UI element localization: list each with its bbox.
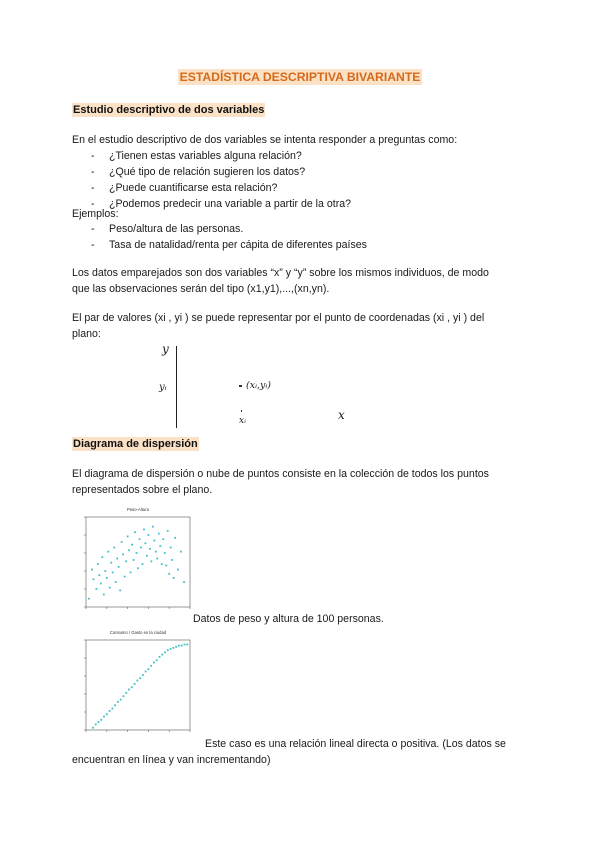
section-heading-diagrama: Diagrama de dispersión [73, 438, 198, 450]
section-heading-estudio: Estudio descriptivo de dos variables [73, 104, 265, 116]
data-point [170, 648, 172, 650]
data-point [175, 646, 177, 648]
data-point [156, 659, 158, 661]
data-point [111, 708, 113, 710]
scatter-chart-linear [72, 628, 197, 746]
data-point [100, 583, 102, 585]
data-point [148, 534, 150, 536]
scatter-chart-2-svg [72, 628, 197, 746]
list-item: - Peso/altura de las personas. [91, 221, 367, 237]
data-point [142, 563, 144, 565]
point-marker [239, 385, 242, 387]
plot-frame [86, 640, 190, 730]
data-point [172, 647, 174, 649]
data-point [100, 719, 102, 721]
data-point [97, 563, 99, 565]
data-point [98, 574, 100, 576]
scatter-paragraph: El diagrama de dispersión o nube de puntos consiste en la colección de todos los puntos representados sobre el plano. [72, 468, 489, 496]
xi-label: xᵢ [239, 416, 246, 426]
data-point [106, 713, 108, 715]
data-point [156, 558, 158, 560]
scatter-chart-1-svg [72, 505, 197, 623]
coordinate-diagram [150, 340, 370, 430]
data-point [142, 674, 144, 676]
data-point [178, 645, 180, 647]
data-point [106, 577, 108, 579]
data-point [117, 701, 119, 703]
data-point [137, 567, 139, 569]
chart2-caption-line1: Este caso es una relación lineal directa o positiva. (Los datos se [205, 738, 506, 750]
data-point [114, 704, 116, 706]
data-point [167, 649, 169, 651]
data-point [161, 563, 163, 565]
data-point [161, 654, 163, 656]
data-point [171, 559, 173, 561]
data-point [174, 537, 176, 539]
data-point [145, 542, 147, 544]
data-point [120, 699, 122, 701]
data-point [162, 538, 164, 540]
data-point [140, 547, 142, 549]
data-point [130, 571, 132, 573]
chart-title: Consumo / Gasto en la ciudad [109, 630, 167, 635]
pair-values-paragraph: El par de valores (xi , yi ) se puede representar por el punto de coordenadas (xi , yi ) del plano: [72, 312, 485, 340]
page-title: ESTADÍSTICA DESCRIPTIVA BIVARIANTE [179, 70, 421, 84]
data-point [123, 695, 125, 697]
point-label: (xᵢ,yᵢ) [246, 380, 271, 391]
data-point [91, 569, 93, 571]
data-point [136, 552, 138, 554]
data-point [168, 573, 170, 575]
data-point [101, 556, 103, 558]
data-point [92, 727, 94, 729]
data-point [96, 588, 98, 590]
data-point [150, 560, 152, 562]
data-point [121, 541, 123, 543]
data-point [124, 576, 126, 578]
data-point [155, 551, 157, 553]
data-point [159, 545, 161, 547]
list-item: - ¿Tienen estas variables alguna relación? [91, 148, 351, 164]
data-point [150, 665, 152, 667]
data-point [167, 530, 169, 532]
data-point [152, 526, 154, 528]
data-point [165, 565, 167, 567]
data-point [125, 692, 127, 694]
data-point [95, 723, 97, 725]
data-point [133, 559, 135, 561]
data-point [180, 551, 182, 553]
data-point [153, 540, 155, 542]
data-point [164, 651, 166, 653]
list-item: - ¿Qué tipo de relación sugieren los datos? [91, 164, 351, 180]
y-axis-label: y [162, 342, 169, 356]
data-point [104, 570, 106, 572]
data-point [186, 644, 188, 646]
data-point [134, 531, 136, 533]
examples-label: Ejemplos: [72, 208, 119, 220]
data-point [107, 551, 109, 553]
data-point [128, 549, 130, 551]
list-item: - ¿Podemos predecir una variable a partir de la otra? [91, 196, 351, 212]
data-point [146, 555, 148, 557]
data-point [112, 571, 114, 573]
data-point [109, 710, 111, 712]
data-point [109, 587, 111, 589]
paired-data-paragraph: Los datos emparejados son dos variables “x” y “y” sobre los mismos individuos, de modo que las observaciones serán del tipo (x1,y1),...,(xn,yn). [72, 267, 489, 295]
intro-paragraph: En el estudio descriptivo de dos variables se intenta responder a preguntas como: [72, 134, 458, 146]
data-point [127, 535, 129, 537]
data-point [122, 553, 124, 555]
xi-tick [241, 410, 242, 412]
scatter-chart-weight-height [72, 505, 197, 623]
data-point [131, 686, 133, 688]
data-point [119, 589, 121, 591]
data-point [110, 562, 112, 564]
yi-label: yᵢ [159, 382, 167, 393]
chart2-caption-line2: encuentran en línea y van incrementando) [72, 754, 271, 766]
data-point [177, 569, 179, 571]
plot-frame [86, 517, 190, 607]
list-item: - Tasa de natalidad/renta per cápita de diferentes países [91, 237, 367, 253]
data-point [183, 581, 185, 583]
data-point [125, 560, 127, 562]
chart-title: Peso-Altura [127, 507, 149, 512]
data-point [139, 538, 141, 540]
data-point [173, 577, 175, 579]
questions-list [91, 148, 351, 212]
data-point [181, 645, 183, 647]
y-axis-line [176, 346, 177, 428]
data-point [136, 680, 138, 682]
chart1-caption: Datos de peso y altura de 100 personas. [193, 613, 384, 625]
data-point [88, 598, 90, 600]
data-point [145, 671, 147, 673]
data-point [131, 544, 133, 546]
data-point [116, 558, 118, 560]
data-point [103, 716, 105, 718]
data-point [149, 548, 151, 550]
data-point [134, 683, 136, 685]
data-point [159, 656, 161, 658]
data-point [164, 552, 166, 554]
data-point [128, 689, 130, 691]
data-point [158, 533, 160, 535]
data-point [139, 677, 141, 679]
data-point [170, 547, 172, 549]
data-point [153, 662, 155, 664]
x-axis-label: x [338, 408, 345, 422]
data-point [118, 566, 120, 568]
examples-list [91, 221, 367, 253]
data-point [184, 644, 186, 646]
list-item: - ¿Puede cuantificarse esta relación? [91, 180, 351, 196]
data-point [93, 578, 95, 580]
data-point [98, 721, 100, 723]
data-point [148, 668, 150, 670]
data-point [143, 529, 145, 531]
data-point [103, 594, 105, 596]
data-point [113, 547, 115, 549]
data-point [115, 581, 117, 583]
